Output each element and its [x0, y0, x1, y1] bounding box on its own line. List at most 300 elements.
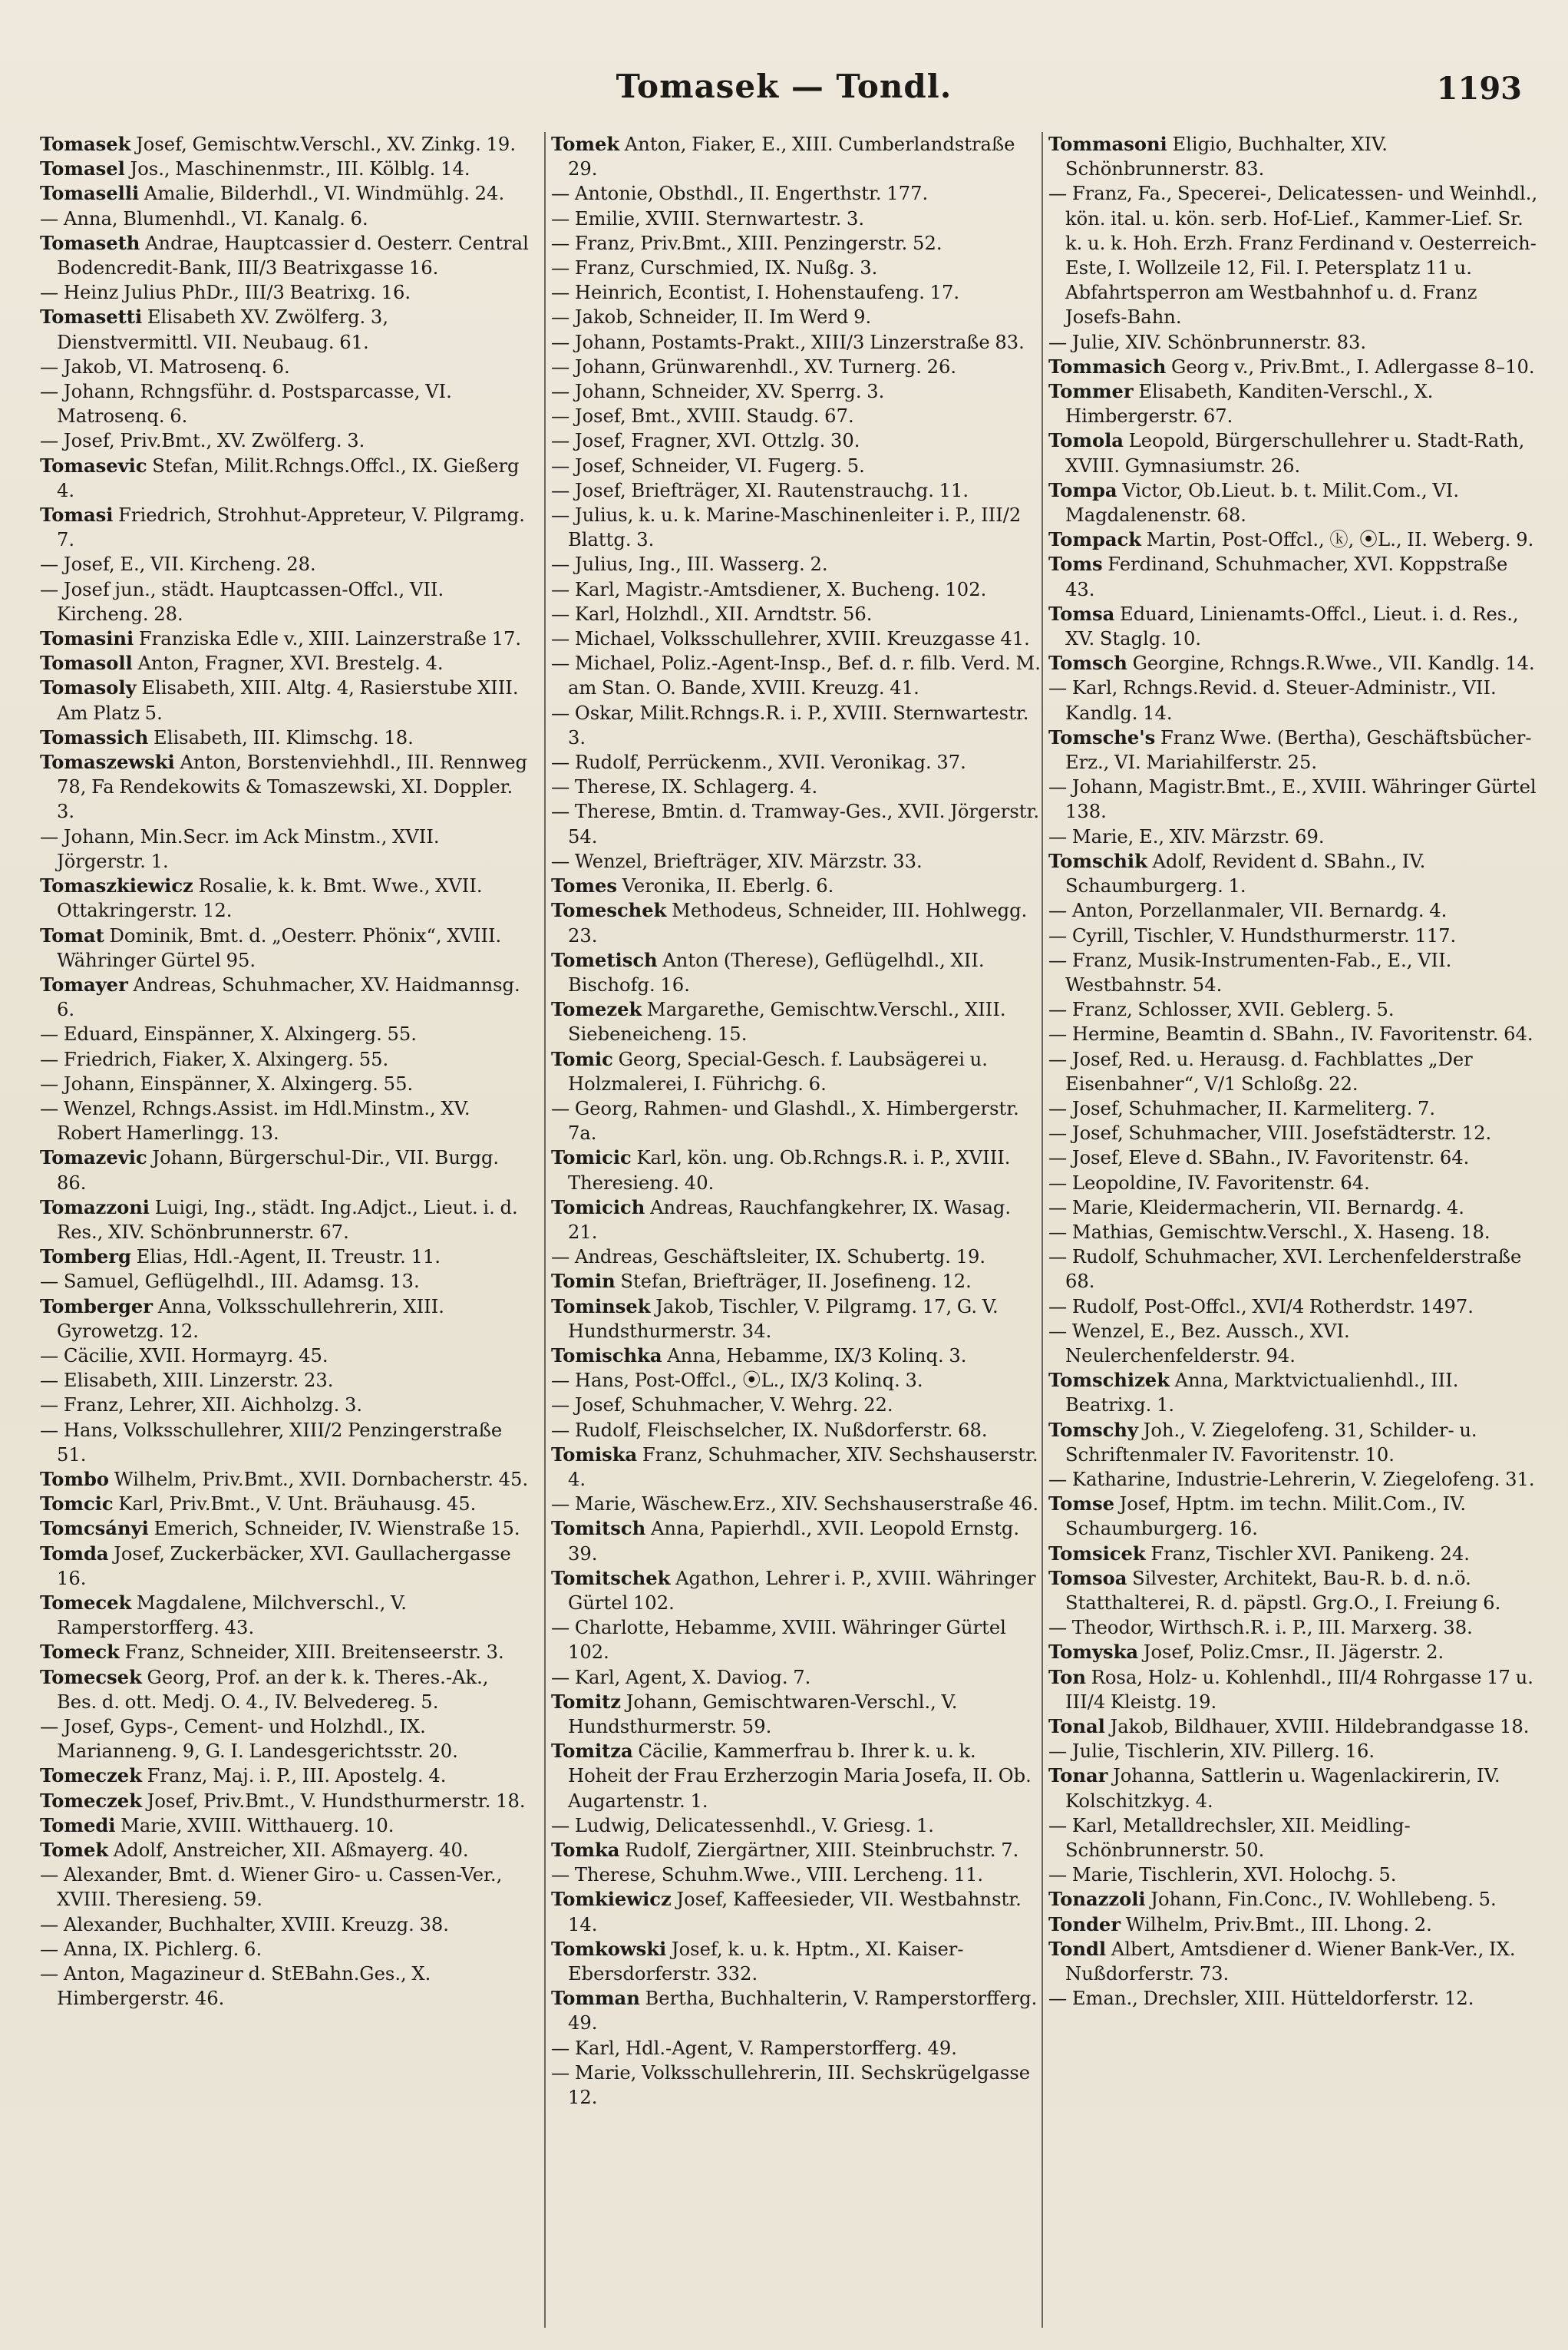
directory-entry: [551, 750, 1042, 775]
entry-details: — Franz, Priv.Bmt., XIII. Penzingerstr. 52.: [551, 232, 942, 254]
entry-details: — Franz, Lehrer, XII. Aichholzg. 3.: [40, 1394, 363, 1416]
entry-details: Rosalie, k. k. Bmt. Wwe., XVII. Ottakringerstr. 12.: [57, 875, 483, 922]
directory-entry: [551, 626, 1042, 651]
directory-entry: [551, 256, 1042, 280]
entry-details: Josef, Zuckerbäcker, XVI. Gaullachergasse 16.: [57, 1542, 511, 1589]
entry-details: — Julie, Tischlerin, XIV. Pillerg. 16.: [1048, 1740, 1375, 1763]
entry-details: — Alexander, Buchhalter, XVIII. Kreuzg. 38.: [40, 1913, 449, 1935]
entry-surname: Tomasi: [40, 504, 114, 527]
entry-details: — Friedrich, Fiaker, X. Alxingerg. 55.: [40, 1048, 389, 1070]
directory-entry: [40, 1244, 531, 1269]
directory-entry: [551, 379, 1042, 404]
entry-details: — Johann, Schneider, XV. Sperrg. 3.: [551, 381, 885, 403]
entry-details: Johanna, Sattlerin u. Wagenlackirerin, IV. Kolschitzkyg. 4.: [1065, 1765, 1500, 1812]
entry-surname: Tomaszkiewicz: [40, 874, 193, 897]
directory-entry: [551, 355, 1042, 379]
entry-surname: Tomasini: [40, 627, 134, 650]
entry-surname: Tomecek: [40, 1591, 132, 1614]
column-divider: [1041, 132, 1043, 2328]
directory-entry: [1048, 849, 1540, 898]
directory-entry: [1048, 1418, 1540, 1467]
entry-details: Martin, Post-Offcl., ⓚ, ⦿L., II. Weberg. 9.: [1141, 529, 1534, 551]
directory-entry: [40, 207, 531, 231]
directory-entry: [1048, 1022, 1540, 1046]
entry-details: — Rudolf, Perrückenm., XVII. Veronikag. 37.: [551, 752, 966, 774]
entry-surname: Tomecsek: [40, 1665, 142, 1688]
directory-entry: [1048, 330, 1540, 355]
column-3: [1048, 132, 1540, 2328]
directory-entry: [1048, 1195, 1540, 1220]
directory-entry: [551, 1690, 1042, 1739]
directory-entry: [1048, 1542, 1540, 1566]
directory-entry: [551, 478, 1042, 503]
entry-details: — Julius, Ing., III. Wasserg. 2.: [551, 554, 828, 576]
directory-entry: [551, 1443, 1042, 1492]
entry-details: Friedrich, Strohhut-Appreteur, V. Pilgramg. 7.: [57, 504, 525, 551]
entry-surname: Tomcic: [40, 1492, 114, 1515]
entry-details: — Johann, Rchngsführ. d. Postsparcasse, VI. Matrosenq. 6.: [40, 381, 452, 428]
entry-surname: Tomaselli: [40, 182, 140, 205]
entry-surname: Tomat: [40, 924, 104, 947]
directory-entry: [551, 775, 1042, 799]
directory-entry: [551, 2061, 1042, 2110]
entry-surname: Tomitschek: [551, 1566, 671, 1589]
directory-entry: [40, 1418, 531, 1467]
directory-entry: [40, 503, 531, 552]
directory-entry: [1048, 602, 1540, 651]
entry-details: Josef, Priv.Bmt., V. Hundsthurmerstr. 18.: [141, 1790, 526, 1812]
directory-entry: [551, 1986, 1042, 2035]
directory-entry: [40, 1640, 531, 1664]
entry-details: — Marie, E., XIV. Märzstr. 69.: [1048, 825, 1325, 848]
entry-surname: Tomsa: [1048, 602, 1115, 625]
entry-details: Elisabeth XV. Zwölferg. 3, Dienstvermittl. VII. Neubaug. 61.: [57, 306, 389, 353]
directory-entry: [551, 1269, 1042, 1294]
entry-surname: Tondl: [1048, 1937, 1107, 1960]
directory-entry: [40, 1789, 531, 1813]
entry-details: — Charlotte, Hebamme, XVIII. Währinger Gürtel 102.: [551, 1617, 1006, 1664]
directory-entry: [40, 1467, 531, 1492]
entry-details: — Josef, Priv.Bmt., XV. Zwölferg. 3.: [40, 430, 365, 452]
entry-surname: Tomeczek: [40, 1789, 142, 1812]
directory-entry: [1048, 428, 1540, 478]
directory-entry: [1048, 1813, 1540, 1862]
entry-surname: Tompa: [1048, 478, 1117, 501]
running-head: Tomasek — Tondl.: [616, 68, 952, 105]
directory-entry: [40, 1862, 531, 1912]
entry-details: Anton, Fragner, XVI. Brestelg. 4.: [132, 653, 444, 675]
directory-entry: [40, 1072, 531, 1096]
directory-entry: [551, 454, 1042, 478]
directory-entry: [551, 280, 1042, 305]
entry-details: Elisabeth, XIII. Altg. 4, Rasierstube XIII. Am Platz 5.: [57, 677, 519, 724]
entry-details: — Cäcilie, XVII. Hormayrg. 45.: [40, 1344, 328, 1367]
directory-entry: [40, 181, 531, 206]
directory-entry: [551, 701, 1042, 750]
directory-entry: [551, 1492, 1042, 1516]
entry-details: Silvester, Architekt, Bau-R. b. d. n.ö. Statthalterei, R. d. päpstl. Grg.O., I. Freiung 6.: [1065, 1567, 1501, 1614]
directory-entry: [551, 330, 1042, 355]
entry-details: — Josef, Schuhmacher, VIII. Josefstädterstr. 12.: [1048, 1122, 1492, 1145]
directory-entry: [1048, 1862, 1540, 1887]
entry-surname: Tomeck: [40, 1641, 120, 1664]
entry-surname: Tomitz: [551, 1690, 622, 1713]
directory-entry: [551, 503, 1042, 552]
directory-entry: [1048, 825, 1540, 849]
directory-entry: [40, 157, 531, 181]
entry-details: — Marie, Volksschullehrerin, III. Sechskrügelgasse 12.: [551, 2061, 1031, 2109]
entry-details: — Rudolf, Schuhmacher, XVI. Lerchenfelderstraße 68.: [1048, 1246, 1522, 1293]
directory-entry: [551, 1294, 1042, 1344]
directory-entry: [551, 1096, 1042, 1145]
entry-details: — Heinrich, Econtist, I. Hohenstaufeng. 17.: [551, 282, 960, 304]
directory-entry: [551, 849, 1042, 874]
entry-details: — Josef, Briefträger, XI. Rautenstrauchg. 11.: [551, 479, 969, 501]
directory-entry: [40, 1516, 531, 1541]
directory-entry: [40, 355, 531, 379]
directory-entry: [1048, 1615, 1540, 1640]
entry-details: Amalie, Bilderhdl., VI. Windmühlg. 24.: [139, 183, 505, 205]
entry-details: Josef, k. u. k. Hptm., XI. Kaiser-Ebersdorferstr. 332.: [568, 1938, 964, 1985]
entry-details: — Wenzel, Briefträger, XIV. Märzstr. 33.: [551, 850, 923, 872]
directory-entry: [1048, 1640, 1540, 1664]
directory-entry: [40, 1096, 531, 1145]
entry-details: — Alexander, Bmt. d. Wiener Giro- u. Cassen-Ver., XVIII. Theresieng. 59.: [40, 1864, 503, 1911]
entry-details: — Eduard, Einspänner, X. Alxingerg. 55.: [40, 1023, 417, 1046]
entry-details: Margarethe, Gemischtw.Verschl., XIII. Siebeneicheng. 15.: [568, 999, 1006, 1046]
directory-entry: [1048, 1319, 1540, 1368]
directory-entry: [40, 552, 531, 577]
entry-details: — Josef, Bmt., XVIII. Staudg. 67.: [551, 405, 854, 428]
entry-details: — Antonie, Obsthdl., II. Engerthstr. 177.: [551, 183, 929, 205]
entry-details: Albert, Amtsdiener d. Wiener Bank-Ver., IX. Nußdorferstr. 73.: [1065, 1938, 1516, 1985]
entry-surname: Tomazzoni: [40, 1195, 150, 1218]
directory-entry: [551, 404, 1042, 428]
entry-surname: Tomsch: [1048, 652, 1127, 675]
entry-details: — Georg, Rahmen- und Glashdl., X. Himbergerstr. 7a.: [551, 1097, 1019, 1145]
entry-details: Wilhelm, Priv.Bmt., XVII. Dornbacherstr. 45.: [109, 1468, 529, 1490]
entry-details: — Therese, Schuhm.Wwe., VIII. Lercheng. 11.: [551, 1864, 984, 1886]
entry-surname: Tommasoni: [1048, 133, 1167, 155]
entry-surname: Tomasetti: [40, 306, 143, 329]
entry-details: Anton, Fiaker, E., XIII. Cumberlandstraße 29.: [568, 134, 1015, 180]
entry-details: — Andreas, Geschäftsleiter, IX. Schubertg. 19.: [551, 1246, 986, 1268]
entry-details: Methodeus, Schneider, III. Hohlwegg. 23.: [568, 900, 1028, 947]
entry-details: — Samuel, Geflügelhdl., III. Adamsg. 13.: [40, 1271, 420, 1293]
entry-details: Agathon, Lehrer i. P., XVIII. Währinger Gürtel 102.: [568, 1567, 1036, 1614]
directory-entry: [551, 2036, 1042, 2061]
directory-entry: [551, 898, 1042, 947]
entry-surname: Tomasoly: [40, 676, 137, 699]
entry-details: — Josef jun., städt. Hauptcassen-Offcl., VII. Kircheng. 28.: [40, 578, 444, 625]
directory-entry: [1048, 651, 1540, 676]
directory-entry: [551, 1368, 1042, 1393]
entry-details: — Josef, E., VII. Kircheng. 28.: [40, 554, 316, 576]
entry-surname: Tomyska: [1048, 1641, 1139, 1664]
directory-entry: [1048, 379, 1540, 428]
entry-details: Karl, kön. ung. Ob.Rchngs.R. i. P., XVIII. Theresieng. 40.: [568, 1147, 1011, 1194]
entry-details: Anton (Therese), Geflügelhdl., XII. Bischofg. 16.: [568, 949, 985, 996]
entry-details: Dominik, Bmt. d. „Oesterr. Phönix“, XVIII. Währinger Gürtel 95.: [57, 924, 502, 971]
directory-entry: [40, 874, 531, 923]
directory-entry: [40, 1763, 531, 1788]
entry-details: Elias, Hdl.-Agent, II. Treustr. 11.: [130, 1246, 441, 1268]
entry-surname: Tomberg: [40, 1245, 131, 1268]
entry-details: — Hans, Volksschullehrer, XIII/2 Penzingerstraße 51.: [40, 1419, 503, 1466]
entry-details: — Jakob, VI. Matrosenq. 6.: [40, 355, 290, 378]
entry-surname: Tomkowski: [551, 1937, 667, 1960]
directory-entry: [1048, 1912, 1540, 1937]
entry-surname: Tomcsányi: [40, 1517, 149, 1540]
directory-entry: [551, 552, 1042, 577]
entry-surname: Tomasek: [40, 133, 131, 155]
directory-entry: [1048, 775, 1540, 824]
directory-entry: [1048, 1739, 1540, 1763]
directory-entry: [551, 948, 1042, 997]
entry-surname: Tomasevic: [40, 454, 147, 477]
entry-details: Johann, Gemischtwaren-Verschl., V. Hundsthurmerstr. 59.: [568, 1691, 958, 1737]
directory-entry: [40, 428, 531, 453]
entry-details: Ferdinand, Schuhmacher, XVI. Koppstraße 43.: [1065, 554, 1508, 600]
entry-details: — Eman., Drechsler, XIII. Hütteldorferstr. 12.: [1048, 1988, 1474, 2010]
directory-entry: [551, 1739, 1042, 1813]
directory-entry: [40, 924, 531, 973]
directory-entry: [40, 1393, 531, 1417]
column-2: [551, 132, 1042, 2328]
entry-details: — Johann, Min.Secr. im Ack Minstm., XVII. Jörgerstr. 1.: [40, 825, 440, 872]
directory-entry: [40, 825, 531, 874]
entry-details: — Franz, Musik-Instrumenten-Fab., E., VII. Westbahnstr. 54.: [1048, 949, 1452, 996]
entry-details: — Karl, Agent, X. Daviog. 7.: [551, 1666, 811, 1688]
directory-entry: [551, 1516, 1042, 1565]
entry-surname: Tommer: [1048, 380, 1134, 403]
entry-details: Eduard, Linienamts-Offcl., Lieut. i. d. Res., XV. Staglg. 10.: [1065, 603, 1519, 650]
entry-surname: Tomman: [551, 1987, 640, 2010]
entry-details: Jakob, Tischler, V. Pilgramg. 17, G. V. Hundsthurmerstr. 34.: [568, 1295, 999, 1342]
entry-details: Veronika, II. Eberlg. 6.: [616, 875, 834, 897]
entry-details: — Karl, Hdl.-Agent, V. Ramperstorfferg. 49.: [551, 2037, 957, 2059]
directory-entry: [40, 1047, 531, 1072]
entry-details: — Wenzel, Rchngs.Assist. im Hdl.Minstm., XV. Robert Hamerlingg. 13.: [40, 1097, 470, 1145]
directory-entry: [40, 132, 531, 157]
entry-surname: Tomschik: [1048, 849, 1147, 872]
entry-surname: Tomischka: [551, 1344, 662, 1367]
entry-details: Franz, Schneider, XIII. Breitenseerstr. 3.: [119, 1641, 504, 1664]
entry-surname: Tominsek: [551, 1294, 651, 1317]
entry-details: Adolf, Anstreicher, XII. Aßmayerg. 40.: [108, 1839, 469, 1862]
directory-entry: [40, 280, 531, 305]
entry-details: Elisabeth, III. Klimschg. 18.: [148, 726, 414, 749]
entry-details: Anna, Volksschullehrerin, XIII. Gyrowetzg. 12.: [57, 1295, 444, 1342]
directory-entry: [40, 725, 531, 750]
entry-details: Franz Wwe. (Bertha), Geschäftsbücher-Erz., VI. Mariahilferstr. 25.: [1065, 726, 1532, 774]
entry-details: Georg v., Priv.Bmt., I. Adlergasse 8–10.: [1166, 355, 1535, 378]
entry-surname: Tonal: [1048, 1715, 1105, 1737]
entry-details: Anna, Hebamme, IX/3 Kolinq. 3.: [662, 1344, 967, 1367]
entry-surname: Tomsicek: [1048, 1542, 1146, 1565]
directory-entry: [1048, 1492, 1540, 1541]
directory-entry: [40, 1195, 531, 1244]
directory-entry: [551, 305, 1042, 329]
directory-entry: [1048, 552, 1540, 601]
entry-surname: Tonar: [1048, 1764, 1108, 1787]
entry-details: Josef, Gemischtw.Verschl., XV. Zinkg. 19.: [130, 134, 517, 155]
entry-details: Magdalene, Milchverschl., V. Ramperstorfferg. 43.: [57, 1591, 407, 1639]
entry-surname: Tomse: [1048, 1492, 1114, 1515]
page-header: [0, 68, 1568, 121]
entry-details: — Josef, Gyps-, Cement- und Holzhdl., IX. Marianneng. 9, G. I. Landesgerichtsstr. 20.: [40, 1716, 458, 1763]
entry-details: Georg, Prof. an der k. k. Theres.-Ak., Bes. d. ott. Medj. O. 4., IV. Belvedereg. 5.: [57, 1666, 489, 1713]
directory-entry: [551, 207, 1042, 231]
entry-details: — Anna, Blumenhdl., VI. Kanalg. 6.: [40, 207, 368, 230]
directory-entry: [551, 1937, 1042, 1986]
entry-details: — Anton, Magazineur d. StEBahn.Ges., X. Himbergerstr. 46.: [40, 1963, 431, 2010]
directory-entry: [551, 1393, 1042, 1417]
entry-details: — Johann, Magistr.Bmt., E., XVIII. Währinger Gürtel 138.: [1048, 776, 1537, 823]
directory-entry: [1048, 1047, 1540, 1096]
entry-details: — Julius, k. u. k. Marine-Maschinenleiter i. P., III/2 Blattg. 3.: [551, 504, 1022, 551]
entry-surname: Tomiska: [551, 1443, 638, 1466]
directory-entry: [551, 1244, 1042, 1269]
directory-entry: [40, 1542, 531, 1591]
directory-entry: [40, 676, 531, 725]
directory-entry: [551, 1145, 1042, 1195]
directory-entry: [551, 1862, 1042, 1887]
entry-details: — Michael, Poliz.-Agent-Insp., Bef. d. r. filb. Verd. M. am Stan. O. Bande, XVIII. Kreuzg. 41.: [551, 653, 1041, 699]
entry-details: Anna, Papierhdl., XVII. Leopold Ernstg. 39.: [568, 1518, 1020, 1565]
entry-surname: Tomberger: [40, 1294, 153, 1317]
entry-surname: Tomasoll: [40, 652, 133, 675]
entry-details: — Theodor, Wirthsch.R. i. P., III. Marxerg. 38.: [1048, 1617, 1473, 1639]
directory-entry: [40, 1912, 531, 1937]
entry-details: Jos., Maschinenmstr., III. Kölblg. 14.: [124, 158, 470, 180]
directory-entry: [1048, 1171, 1540, 1195]
entry-details: — Cyrill, Tischler, V. Hundsthurmerstr. 117.: [1048, 924, 1457, 947]
directory-entry: [551, 1047, 1042, 1096]
directory-entry: [551, 181, 1042, 206]
entry-surname: Tomedi: [40, 1813, 116, 1836]
entry-details: — Karl, Magistr.-Amtsdiener, X. Bucheng. 102.: [551, 578, 987, 600]
entry-surname: Tomazevic: [40, 1146, 147, 1169]
entry-surname: Tomsoa: [1048, 1566, 1127, 1589]
entry-details: — Michael, Volksschullehrer, XVIII. Kreuzgasse 41.: [551, 628, 1030, 650]
entry-surname: Tonazzoli: [1048, 1888, 1146, 1911]
entry-details: — Wenzel, E., Bez. Aussch., XVI. Neulerchenfelderstr. 94.: [1048, 1320, 1350, 1367]
directory-entry: [1048, 997, 1540, 1022]
entry-details: Eligio, Buchhalter, XIV. Schönbrunnerstr. 83.: [1065, 134, 1388, 180]
entry-details: Rosa, Holz- u. Kohlenhdl., III/4 Rohrgasse 17 u. III/4 Kleistg. 19.: [1065, 1666, 1533, 1713]
entry-details: — Anton, Porzellanmaler, VII. Bernardg. 4.: [1048, 900, 1448, 922]
entry-details: — Julie, XIV. Schönbrunnerstr. 83.: [1048, 331, 1367, 353]
entry-details: — Oskar, Milit.Rchngs.R. i. P., XVIII. Sternwartestr. 3.: [551, 702, 1029, 749]
directory-entry: [1048, 132, 1540, 181]
entry-details: — Mathias, Gemischtw.Verschl., X. Haseng. 18.: [1048, 1221, 1490, 1243]
entry-details: Victor, Ob.Lieut. b. t. Milit.Com., VI. Magdalenenstr. 68.: [1065, 479, 1460, 527]
directory-entry: [1048, 1665, 1540, 1714]
entry-details: Franziska Edle v., XIII. Lainzerstraße 17.: [134, 628, 522, 650]
directory-entry: [40, 1937, 531, 1962]
directory-entry: [551, 1418, 1042, 1443]
entry-details: Rudolf, Ziergärtner, XIII. Steinbruchstr. 7.: [619, 1839, 1019, 1862]
entry-surname: Tomaszewski: [40, 751, 175, 774]
entry-details: Cäcilie, Kammerfrau b. Ihrer k. u. k. Hoheit der Frau Erzherzogin Maria Josefa, II. Ob. Augartenstr. 1.: [568, 1740, 1032, 1812]
directory-entry: [1048, 1121, 1540, 1145]
entry-surname: Tomda: [40, 1542, 109, 1565]
directory-entry: [1048, 181, 1540, 329]
directory-entry: [40, 1838, 531, 1862]
entry-details: Josef, Kaffeesieder, VII. Westbahnstr. 14.: [568, 1889, 1022, 1935]
directory-entry: [1048, 1096, 1540, 1121]
directory-entry: [40, 1022, 531, 1046]
directory-entry: [1048, 1887, 1540, 1912]
entry-surname: Tonder: [1048, 1912, 1121, 1935]
entry-details: Johann, Bürgerschul-Dir., VII. Burgg. 86.: [57, 1147, 500, 1194]
directory-entry: [551, 651, 1042, 700]
directory-entry: [551, 799, 1042, 848]
entry-details: Georgine, Rchngs.R.Wwe., VII. Kandlg. 14.: [1127, 653, 1535, 675]
column-divider: [544, 132, 546, 2328]
entry-details: — Marie, Wäschew.Erz., XIV. Sechshauserstraße 46.: [551, 1493, 1039, 1515]
directory-entry: [40, 973, 531, 1022]
entry-details: — Anna, IX. Pichlerg. 6.: [40, 1938, 262, 1960]
directory-entry: [551, 1615, 1042, 1664]
entry-details: Anna, Marktvictualienhdl., III. Beatrixg. 1.: [1065, 1370, 1459, 1416]
directory-entry: [40, 454, 531, 503]
entry-details: Luigi, Ing., städt. Ing.Adjct., Lieut. i. d. Res., XIV. Schönbrunnerstr. 67.: [57, 1196, 518, 1243]
directory-entry: [1048, 1714, 1540, 1739]
entry-details: — Marie, Kleidermacherin, VII. Bernardg. 4.: [1048, 1196, 1464, 1218]
entry-details: Elisabeth, Kanditen-Verschl., X. Himbergerstr. 67.: [1065, 381, 1434, 428]
entry-details: — Josef, Fragner, XVI. Ottzlg. 30.: [551, 430, 860, 452]
entry-surname: Tomic: [551, 1047, 613, 1070]
directory-entry: [1048, 1763, 1540, 1813]
directory-entry: [551, 1665, 1042, 1690]
entry-surname: Tombo: [40, 1467, 109, 1490]
entry-details: Marie, XVIII. Witthauerg. 10.: [115, 1814, 394, 1836]
entry-details: — Hans, Post-Offcl., ⦿L., IX/3 Kolinq. 3.: [551, 1370, 923, 1392]
directory-entry: [40, 626, 531, 651]
entry-details: — Johann, Postamts-Prakt., XIII/3 Linzerstraße 83.: [551, 331, 1025, 353]
entry-details: Josef, Poliz.Cmsr., II. Jägerstr. 2.: [1138, 1641, 1444, 1664]
directory-entry: [1048, 1368, 1540, 1417]
entry-surname: Tomeschek: [551, 899, 667, 922]
directory-entry: [551, 231, 1042, 256]
directory-entry: [1048, 1244, 1540, 1294]
entry-details: — Elisabeth, XIII. Linzerstr. 23.: [40, 1370, 334, 1392]
entry-details: — Johann, Grünwarenhdl., XV. Turnerg. 26.: [551, 355, 957, 378]
entry-details: — Josef, Schneider, VI. Fugerg. 5.: [551, 454, 865, 477]
directory-entry: [1048, 1294, 1540, 1319]
directory-entry: [40, 1145, 531, 1195]
directory-entry: [40, 1368, 531, 1393]
entry-surname: Tomayer: [40, 973, 128, 996]
directory-entry: [1048, 1566, 1540, 1615]
directory-entry: [551, 997, 1042, 1046]
entry-details: Emerich, Schneider, IV. Wienstraße 15.: [148, 1518, 520, 1540]
entry-surname: Tomassich: [40, 725, 149, 749]
entry-details: — Josef, Eleve d. SBahn., IV. Favoritenstr. 64.: [1048, 1147, 1470, 1169]
entry-surname: Tomschy: [1048, 1418, 1138, 1441]
entry-details: Jakob, Bildhauer, XVIII. Hildebrandgasse 18.: [1104, 1716, 1530, 1737]
directory-entry: [551, 1887, 1042, 1936]
entry-details: Franz, Maj. i. P., III. Apostelg. 4.: [141, 1765, 447, 1787]
entry-surname: Tomes: [551, 874, 617, 897]
directory-entry: [1048, 924, 1540, 948]
entry-details: — Therese, Bmtin. d. Tramway-Ges., XVII. Jörgerstr. 54.: [551, 801, 1040, 848]
entry-details: — Josef, Schuhmacher, V. Wehrg. 22.: [551, 1394, 893, 1416]
entry-details: Georg, Special-Gesch. f. Laubsägerei u. Holzmalerei, I. Führichg. 6.: [568, 1048, 988, 1095]
directory-entry: [1048, 1986, 1540, 2011]
